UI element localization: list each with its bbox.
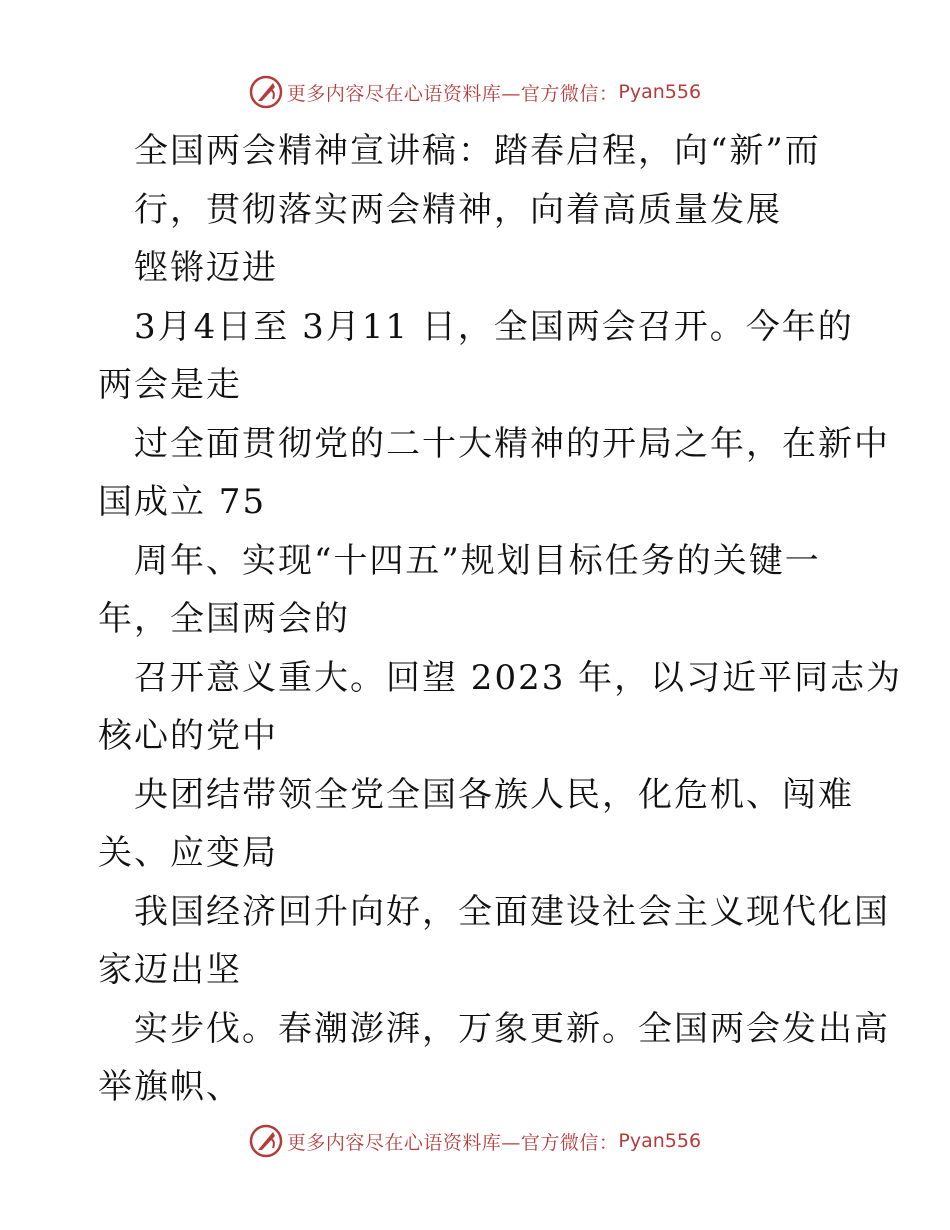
- text-line: 铿锵迈进: [134, 248, 278, 288]
- text-line: 周年、实现“十四五”规划目标任务的关键一: [134, 540, 821, 581]
- footer-banner: [0, 1121, 950, 1161]
- text-line: 关、应变局: [98, 833, 278, 873]
- header-wechat-id: Pyan556: [618, 81, 702, 103]
- text-line: 举旗帜、: [98, 1067, 242, 1107]
- header-banner-text: 更多内容尽在心语资料库—官方微信：: [286, 82, 619, 105]
- text-line: 两会是走: [98, 365, 242, 405]
- text-line: 召开意义重大。回望 2023 年，以习近平同志为: [134, 657, 903, 698]
- text-line: 3月4日至 3月11 日，全国两会召开。今年的: [134, 306, 854, 347]
- header-banner: [0, 72, 950, 112]
- footer-banner-text: 更多内容尽在心语资料库—官方微信：: [286, 1131, 619, 1154]
- text-line: 年，全国两会的: [98, 599, 350, 639]
- text-line: 行，贯彻落实两会精神，向着高质量发展: [134, 189, 782, 230]
- text-line: 央团结带领全党全国各族人民，化危机、闯难: [134, 774, 854, 815]
- quill-logo-icon: [249, 1124, 283, 1158]
- quill-logo-icon: [249, 75, 283, 109]
- text-line: 核心的党中: [98, 716, 278, 756]
- text-line: 国成立 75: [98, 482, 267, 522]
- text-line: 家迈出坚: [98, 950, 242, 990]
- footer-wechat-id: Pyan556: [618, 1130, 702, 1152]
- text-line: 过全面贯彻党的二十大精神的开局之年，在新中: [134, 423, 890, 464]
- text-line: 实步伐。春潮澎湃，万象更新。全国两会发出高: [134, 1008, 890, 1049]
- text-line: 我国经济回升向好，全面建设社会主义现代化国: [134, 891, 890, 932]
- text-line: 全国两会精神宣讲稿：踏春启程，向“新”而: [134, 131, 821, 171]
- document-body: [98, 122, 903, 1117]
